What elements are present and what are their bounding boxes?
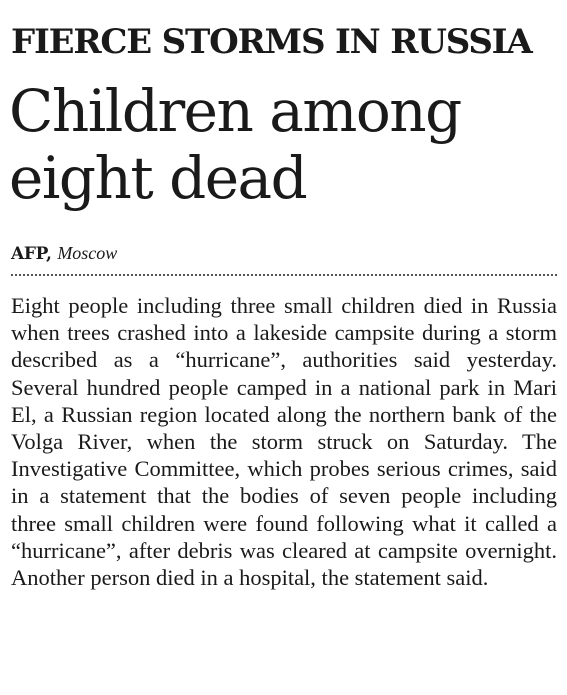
article-kicker: FIERCE STORMS IN RUSSIA (11, 22, 532, 62)
byline-agency: AFP, (11, 244, 52, 264)
byline-location: Moscow (57, 243, 118, 263)
dotted-divider (11, 274, 557, 276)
article-byline (11, 242, 117, 265)
article-headline: Children among eight dead (9, 77, 461, 212)
article-body: Eight people including three small children died in Russia when trees crashed into a lakeside campsite during a storm described as a “hurricane”, authorities said yesterday. Several hundred people camped in a national park in Mari El, a Russian region located along the northern bank of the Volga River, when the storm struck on Saturday. The Investigative Committee, which probes serious crimes, said in a statement that the bodies of seven people including three small children were found following what it called a “hurricane”, after debris was cleared at campsite overnight. Another person died in a hospital, the statement said. (11, 293, 557, 591)
